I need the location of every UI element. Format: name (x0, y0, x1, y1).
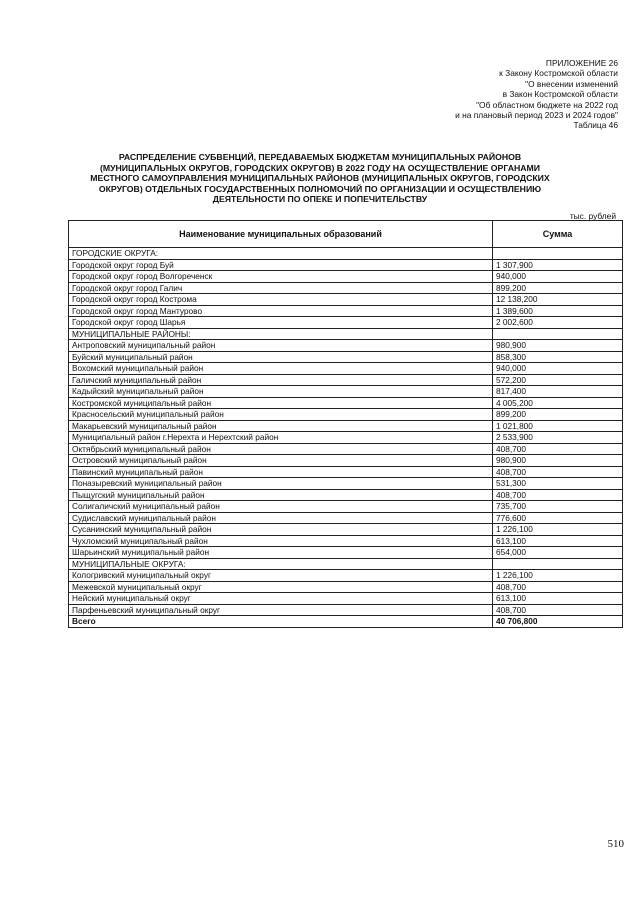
municipality-name: Муниципальный район г.Нерехта и Нерехтский район (69, 432, 493, 444)
document-title (75, 152, 565, 205)
appendix-header (298, 58, 618, 131)
municipality-name: Пыщугский муниципальный район (69, 489, 493, 501)
section-row (69, 248, 623, 260)
table-row (69, 282, 623, 294)
amount-cell (493, 328, 623, 340)
header-line: ПРИЛОЖЕНИЕ 26 (545, 58, 618, 68)
title-line: МЕСТНОГО САМОУПРАВЛЕНИЯ МУНИЦИПАЛЬНЫХ РАЙОНОВ (МУНИЦИПАЛЬНЫХ ОКРУГОВ, ГОРОДСКИХ (90, 173, 550, 184)
municipality-name: Павинский муниципальный район (69, 466, 493, 478)
amount-cell: 1 226,100 (493, 570, 623, 582)
table-row (69, 386, 623, 398)
table-row (69, 581, 623, 593)
municipality-name: Солигаличский муниципальный район (69, 501, 493, 513)
table-row (69, 351, 623, 363)
title-line: ОКРУГОВ) ОТДЕЛЬНЫХ ГОСУДАРСТВЕННЫХ ПОЛНОМОЧИЙ ПО ОРГАНИЗАЦИИ И ОСУЩЕСТВЛЕНИЮ (98, 183, 542, 194)
municipality-name: Парфеньевский муниципальный округ (69, 604, 493, 616)
table-row (69, 294, 623, 306)
amount-cell: 980,900 (493, 340, 623, 352)
table-row (69, 455, 623, 467)
header-line: "О внесении изменений (525, 78, 618, 89)
municipality-name: Октябрьский муниципальный район (69, 443, 493, 455)
table-row (69, 501, 623, 513)
table-row (69, 259, 623, 271)
amount-cell: 2 533,900 (493, 432, 623, 444)
municipality-name: Костромской муниципальный район (69, 397, 493, 409)
table-header-row (69, 221, 623, 248)
table-row (69, 478, 623, 490)
table-row (69, 489, 623, 501)
municipality-name: Сусанинский муниципальный район (69, 524, 493, 536)
municipality-name: Всего (69, 616, 493, 628)
amount-cell: 408,700 (493, 443, 623, 455)
municipality-name: Чухломский муниципальный район (69, 535, 493, 547)
table-row (69, 409, 623, 421)
amount-cell: 613,100 (493, 535, 623, 547)
amount-cell: 735,700 (493, 501, 623, 513)
table-row (69, 547, 623, 559)
table-row (69, 317, 623, 329)
amount-cell: 1 226,100 (493, 524, 623, 536)
municipality-name: Красносельский муниципальный район (69, 409, 493, 421)
amount-cell: 1 307,900 (493, 259, 623, 271)
amount-cell: 4 005,200 (493, 397, 623, 409)
table-row (69, 604, 623, 616)
amount-cell: 572,200 (493, 374, 623, 386)
amount-cell: 899,200 (493, 282, 623, 294)
table-body (69, 248, 623, 628)
amount-cell: 654,000 (493, 547, 623, 559)
municipality-name: ГОРОДСКИЕ ОКРУГА: (69, 248, 493, 260)
amount-cell: 776,600 (493, 512, 623, 524)
municipality-name: МУНИЦИПАЛЬНЫЕ РАЙОНЫ: (69, 328, 493, 340)
table-row (69, 397, 623, 409)
municipality-name: Вохомский муниципальный район (69, 363, 493, 375)
table-row (69, 593, 623, 605)
amount-cell: 1 021,800 (493, 420, 623, 432)
header-line: "Об областном бюджете на 2022 год (476, 99, 618, 110)
municipality-name: Галичский муниципальный район (69, 374, 493, 386)
municipality-name: Городской округ город Волгореченск (69, 271, 493, 283)
title-line: РАСПРЕДЕЛЕНИЕ СУБВЕНЦИЙ, ПЕРЕДАВАЕМЫХ БЮДЖЕТАМ МУНИЦИПАЛЬНЫХ РАЙОНОВ (118, 152, 522, 162)
table-row (69, 420, 623, 432)
amount-cell: 980,900 (493, 455, 623, 467)
table-row (69, 374, 623, 386)
municipality-name: Городской округ город Шарья (69, 317, 493, 329)
total-row (69, 616, 623, 628)
header-line: к Закону Костромской области (499, 68, 618, 79)
amount-cell: 858,300 (493, 351, 623, 363)
table-row (69, 271, 623, 283)
section-row (69, 558, 623, 570)
amount-cell: 899,200 (493, 409, 623, 421)
amount-cell: 613,100 (493, 593, 623, 605)
municipality-name: Буйский муниципальный район (69, 351, 493, 363)
amount-cell: 2 002,600 (493, 317, 623, 329)
amount-cell: 940,000 (493, 271, 623, 283)
amount-cell (493, 248, 623, 260)
amount-cell: 1 389,600 (493, 305, 623, 317)
municipality-name: Межевской муниципальный округ (69, 581, 493, 593)
table-row (69, 570, 623, 582)
amount-cell: 408,700 (493, 581, 623, 593)
table-row (69, 535, 623, 547)
municipality-name: Макарьевский муниципальный район (69, 420, 493, 432)
title-line: ДЕЯТЕЛЬНОСТИ ПО ОПЕКЕ И ПОПЕЧИТЕЛЬСТВУ (212, 194, 428, 205)
amount-cell: 408,700 (493, 466, 623, 478)
table-row (69, 363, 623, 375)
table-row (69, 443, 623, 455)
table-row (69, 305, 623, 317)
header-line: в Закон Костромской области (502, 89, 618, 100)
subsidy-table (68, 220, 623, 628)
municipality-name: Антроповский муниципальный район (69, 340, 493, 352)
municipality-name: Судиславский муниципальный район (69, 512, 493, 524)
amount-cell: 408,700 (493, 489, 623, 501)
table-row (69, 524, 623, 536)
amount-cell (493, 558, 623, 570)
header-line: и на плановый период 2023 и 2024 годов" (455, 110, 618, 121)
header-line: Таблица 46 (573, 120, 618, 131)
municipality-name: Городской округ город Галич (69, 282, 493, 294)
municipality-name: Нейский муниципальный округ (69, 593, 493, 605)
column-header-sum: Сумма (493, 221, 623, 248)
table-row (69, 432, 623, 444)
municipality-name: Островский муниципальный район (69, 455, 493, 467)
table-row (69, 340, 623, 352)
amount-cell: 408,700 (493, 604, 623, 616)
table-row (69, 466, 623, 478)
amount-cell: 12 138,200 (493, 294, 623, 306)
municipality-name: Поназыревский муниципальный район (69, 478, 493, 490)
section-row (69, 328, 623, 340)
title-line: (МУНИЦИПАЛЬНЫХ ОКРУГОВ, ГОРОДСКИХ ОКРУГОВ) В 2022 ГОДУ НА ОСУЩЕСТВЛЕНИЕ ОРГАНАМИ (100, 162, 540, 173)
units-label: тыс. рублей (569, 211, 616, 221)
column-header-name: Наименование муниципальных образований (69, 221, 493, 248)
municipality-name: Городской округ город Кострома (69, 294, 493, 306)
page-number: 510 (607, 838, 624, 850)
municipality-name: Городской округ город Мантурово (69, 305, 493, 317)
municipality-name: Шарьинский муниципальный район (69, 547, 493, 559)
amount-cell: 817,400 (493, 386, 623, 398)
amount-cell: 940,000 (493, 363, 623, 375)
municipality-name: Городской округ город Буй (69, 259, 493, 271)
municipality-name: Кадыйский муниципальный район (69, 386, 493, 398)
municipality-name: Кологривский муниципальный округ (69, 570, 493, 582)
amount-cell: 531,300 (493, 478, 623, 490)
municipality-name: МУНИЦИПАЛЬНЫЕ ОКРУГА: (69, 558, 493, 570)
amount-cell: 40 706,800 (493, 616, 623, 628)
table-row (69, 512, 623, 524)
